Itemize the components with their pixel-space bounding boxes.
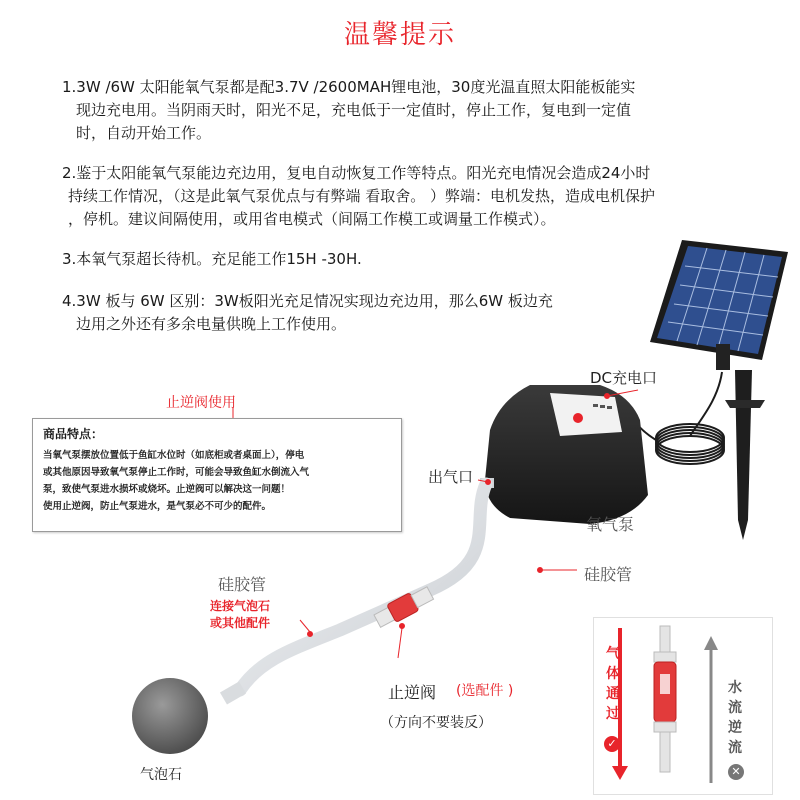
dc-port-label: DC充电口 — [590, 369, 658, 387]
paragraph-3: 3.本氧气泵超长待机。充足能工作15H -30H. — [62, 250, 362, 268]
gas-pass-label: 气 体 通 过 — [606, 646, 620, 722]
silicone-tube-left-label: 硅胶管 — [218, 575, 267, 594]
check-mark-icon: ✓ — [604, 736, 620, 752]
solar-panel-icon — [650, 240, 788, 360]
oxygen-pump-label: 氧气泵 — [586, 515, 635, 534]
product-features-title: 商品特点： — [43, 427, 104, 441]
oxygen-pump-icon — [480, 385, 648, 524]
direction-note-label: （方向不要装反） — [380, 715, 492, 731]
connect-stone-label-2: 或其他配件 — [210, 616, 271, 630]
air-outlet-label: 出气口 — [428, 468, 474, 486]
flow-direction-box — [593, 617, 773, 795]
paragraph-1: 1.3W /6W 太阳能氧气泵都是配3.7V /2600MAH锂电池，30度光温直照太阳能板能实 现边充电用。当阴雨天时，阳光不足，充电低于一定值时，停止工作，复电到一定值 时，自动开始工作。 — [62, 78, 636, 142]
check-valve-use-label: 止逆阀使用 — [166, 395, 236, 411]
page-title: 温馨提示 — [343, 20, 456, 50]
paragraph-4: 4.3W 板与 6W 区别：3W板阳光充足情况实现边充边用，那么6W 板边充 边用之外还有多余电量供晚上工作使用。 — [62, 292, 553, 333]
check-valve-label: 止逆阀 — [388, 683, 437, 702]
paragraph-2: 2.鉴于太阳能氧气泵能边充边用，复电自动恢复工作等特点。阳光充电情况会造成24小时 持续工作情况，（这是此氧气泵优点与有弊端 看取舍。 ）弊端：电机发热，造成电机保护 ，停机。建议间隔使用，或用省电模式（间隔工作模工或调量工作模式）。 — [62, 164, 656, 228]
silicone-tube-right-label: 硅胶管 — [584, 565, 633, 584]
air-stone-label: 气泡石 — [140, 767, 182, 783]
optional-label: (选配件 ) — [456, 683, 514, 699]
product-features-text: 当氧气泵摆放位置低于鱼缸水位时（如底柜或者桌面上），停电 或其他原因导致氧气泵停止工作时，可能会导致鱼缸水倒流入气 泵，致使气泵进水损坏或烧坏。止逆阀可以解决这一问题！ 使用止逆阀，防止气泵进水，是气泵必不可少的配件。 — [43, 450, 310, 512]
connect-stone-label-1: 连接气泡石 — [210, 599, 271, 613]
cross-mark-icon: ✕ — [728, 764, 744, 780]
water-backflow-label: 水 流 逆 流 — [728, 680, 742, 756]
product-features-box — [32, 418, 402, 532]
air-stone-icon — [132, 678, 246, 754]
